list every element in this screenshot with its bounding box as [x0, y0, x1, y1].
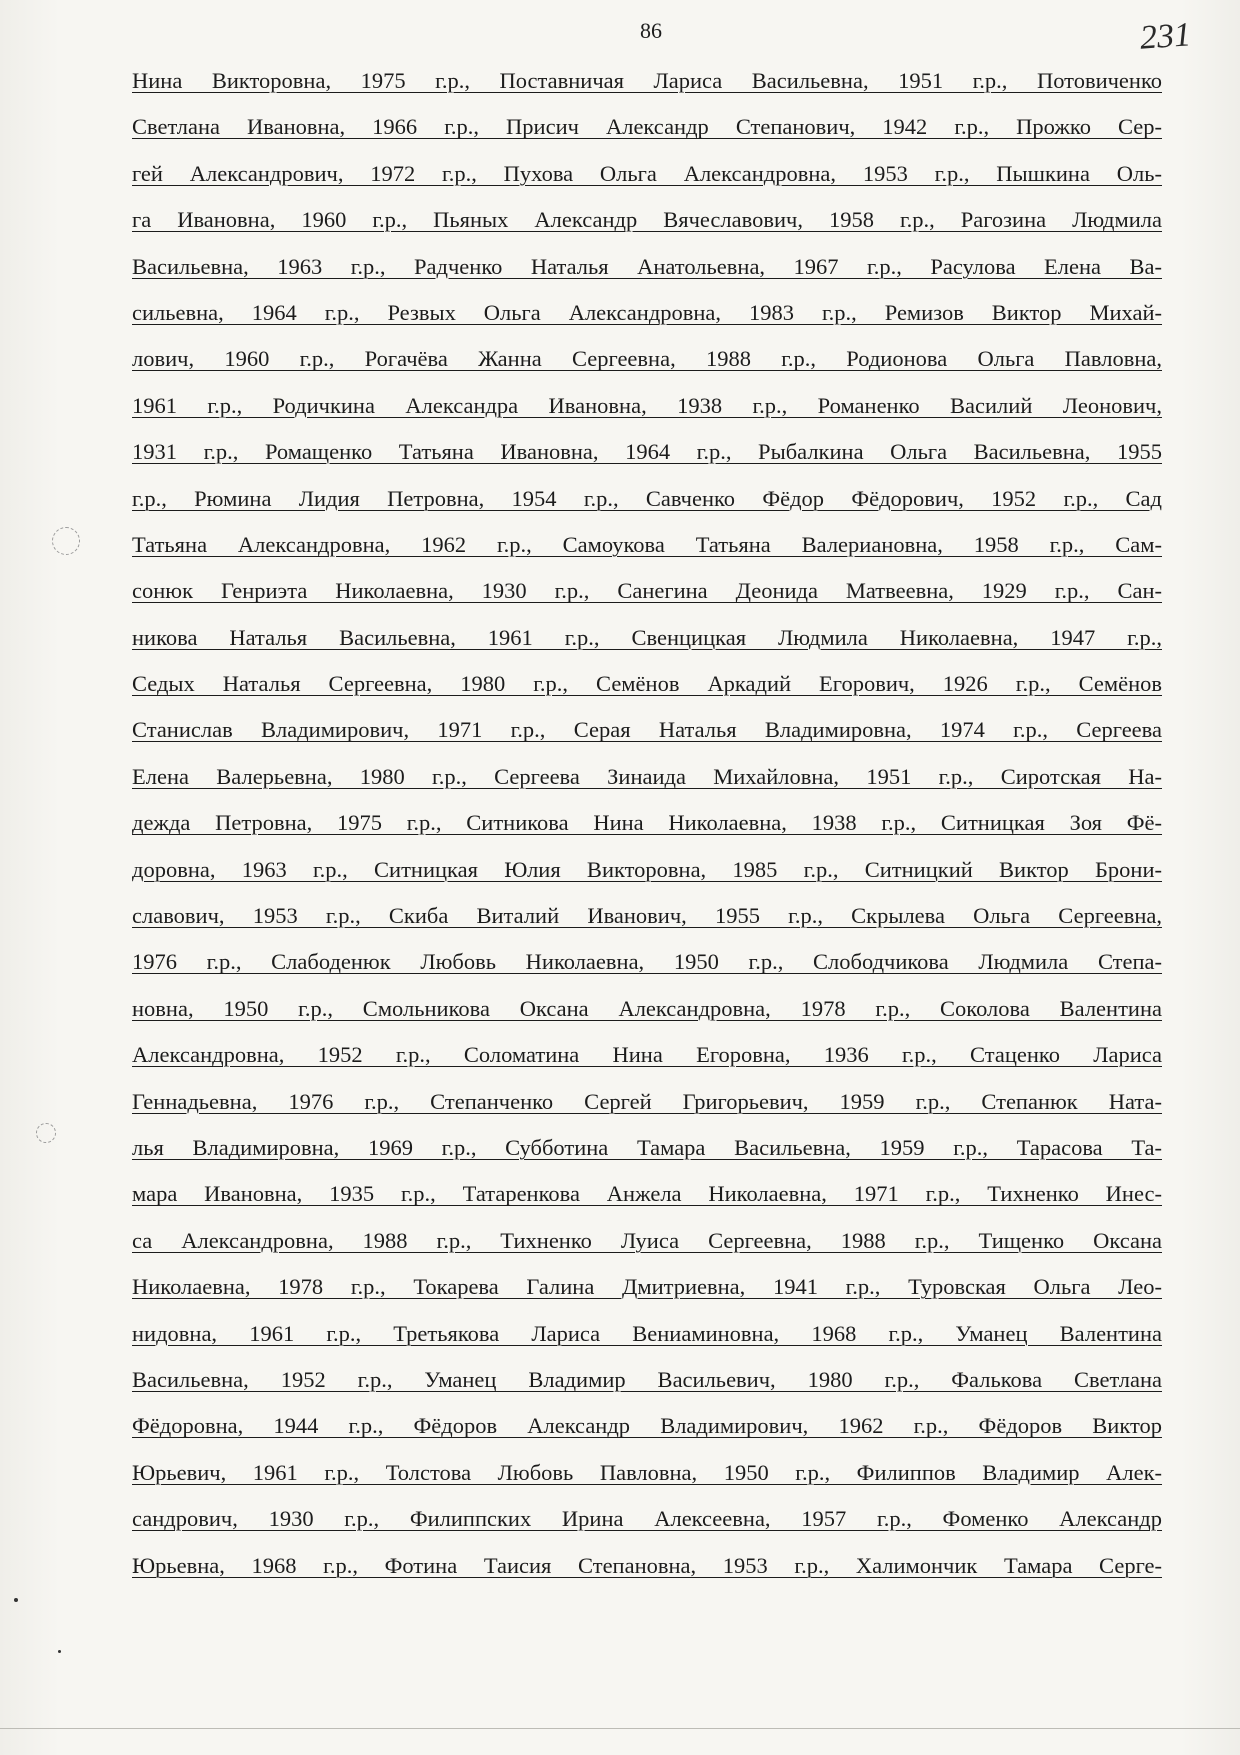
page-edge-line — [0, 1728, 1240, 1729]
text-line: Елена Валерьевна, 1980 г.р., Сергеева Зинаида Михайловна, 1951 г.р., Сиротская На- — [132, 763, 1162, 789]
text-line: доровна, 1963 г.р., Ситницкая Юлия Викторовна, 1985 г.р., Ситницкий Виктор Брони- — [132, 856, 1162, 882]
text-line: Васильевна, 1963 г.р., Радченко Наталья Анатольевна, 1967 г.р., Расулова Елена Ва- — [132, 253, 1162, 279]
text-line: лья Владимировна, 1969 г.р., Субботина Тамара Васильевна, 1959 г.р., Тарасова Та- — [132, 1134, 1162, 1160]
text-line: славович, 1953 г.р., Скиба Виталий Иванович, 1955 г.р., Скрылева Ольга Сергеевна, — [132, 903, 1162, 929]
text-line: Юрьевич, 1961 г.р., Толстова Любовь Павловна, 1950 г.р., Филиппов Владимир Алек- — [132, 1459, 1162, 1485]
ink-speck — [14, 1598, 18, 1602]
text-line: нидовна, 1961 г.р., Третьякова Лариса Вениаминовна, 1968 г.р., Уманец Валентина — [132, 1320, 1162, 1346]
text-line: сандрович, 1930 г.р., Филиппских Ирина Алексеевна, 1957 г.р., Фоменко Александр — [132, 1506, 1162, 1532]
text-line: Васильевна, 1952 г.р., Уманец Владимир Васильевич, 1980 г.р., Фалькова Светлана — [132, 1366, 1162, 1392]
text-line: новна, 1950 г.р., Смольникова Оксана Александровна, 1978 г.р., Соколова Валентина — [132, 995, 1162, 1021]
text-line: Николаевна, 1978 г.р., Токарева Галина Дмитриевна, 1941 г.р., Туровская Ольга Лео- — [132, 1274, 1162, 1300]
name-list-text — [132, 58, 1162, 1589]
page-number: 86 — [640, 18, 662, 43]
text-line: Станислав Владимирович, 1971 г.р., Серая Наталья Владимировна, 1974 г.р., Сергеева — [132, 717, 1162, 743]
text-line: никова Наталья Васильевна, 1961 г.р., Свенцицкая Людмила Николаевна, 1947 г.р., — [132, 624, 1162, 650]
text-line: са Александровна, 1988 г.р., Тихненко Луиса Сергеевна, 1988 г.р., Тищенко Оксана — [132, 1227, 1162, 1253]
text-line: лович, 1960 г.р., Рогачёва Жанна Сергеевна, 1988 г.р., Родионова Ольга Павловна, — [132, 346, 1162, 372]
text-line: дежда Петровна, 1975 г.р., Ситникова Нина Николаевна, 1938 г.р., Ситницкая Зоя Фё- — [132, 810, 1162, 836]
text-line: Александровна, 1952 г.р., Соломатина Нина Егоровна, 1936 г.р., Стаценко Лариса — [132, 1042, 1162, 1068]
text-line: сонюк Генриэта Николаевна, 1930 г.р., Санегина Деонида Матвеевна, 1929 г.р., Сан- — [132, 578, 1162, 604]
text-line: Нина Викторовна, 1975 г.р., Поставничая Лариса Васильевна, 1951 г.р., Потовиченко — [132, 68, 1162, 93]
text-line: 1931 г.р., Ромащенко Татьяна Ивановна, 1964 г.р., Рыбалкина Ольга Васильевна, 1955 — [132, 439, 1162, 465]
punch-hole-mark — [52, 527, 80, 555]
text-line: Светлана Ивановна, 1966 г.р., Присич Александр Степанович, 1942 г.р., Прожко Сер- — [132, 114, 1162, 140]
text-line: Фёдоровна, 1944 г.р., Фёдоров Александр Владимирович, 1962 г.р., Фёдоров Виктор — [132, 1413, 1162, 1439]
punch-hole-mark — [36, 1123, 56, 1143]
text-line: г.р., Рюмина Лидия Петровна, 1954 г.р., Савченко Фёдор Фёдорович, 1952 г.р., Сад — [132, 485, 1162, 511]
text-line: га Ивановна, 1960 г.р., Пьяных Александр Вячеславович, 1958 г.р., Рагозина Людмила — [132, 207, 1162, 233]
text-line: Геннадьевна, 1976 г.р., Степанченко Сергей Григорьевич, 1959 г.р., Степанюк Ната- — [132, 1088, 1162, 1114]
text-line: Татьяна Александровна, 1962 г.р., Самоукова Татьяна Валериановна, 1958 г.р., Сам- — [132, 531, 1162, 557]
text-line: Юрьевна, 1968 г.р., Фотина Таисия Степановна, 1953 г.р., Халимончик Тамара Серге- — [132, 1552, 1162, 1578]
text-line: Седых Наталья Сергеевна, 1980 г.р., Семёнов Аркадий Егорович, 1926 г.р., Семёнов — [132, 671, 1162, 697]
text-line: сильевна, 1964 г.р., Резвых Ольга Александровна, 1983 г.р., Ремизов Виктор Михай- — [132, 299, 1162, 325]
text-line: 1976 г.р., Слабоденюк Любовь Николаевна, 1950 г.р., Слободчикова Людмила Степа- — [132, 949, 1162, 975]
ink-speck — [58, 1650, 61, 1653]
text-line: гей Александрович, 1972 г.р., Пухова Ольга Александровна, 1953 г.р., Пышкина Оль- — [132, 160, 1162, 186]
text-line: мара Ивановна, 1935 г.р., Татаренкова Анжела Николаевна, 1971 г.р., Тихненко Инес- — [132, 1181, 1162, 1207]
text-line: 1961 г.р., Родичкина Александра Ивановна, 1938 г.р., Романенко Василий Леонович, — [132, 392, 1162, 418]
handwritten-page-number: 231 — [1138, 16, 1193, 57]
